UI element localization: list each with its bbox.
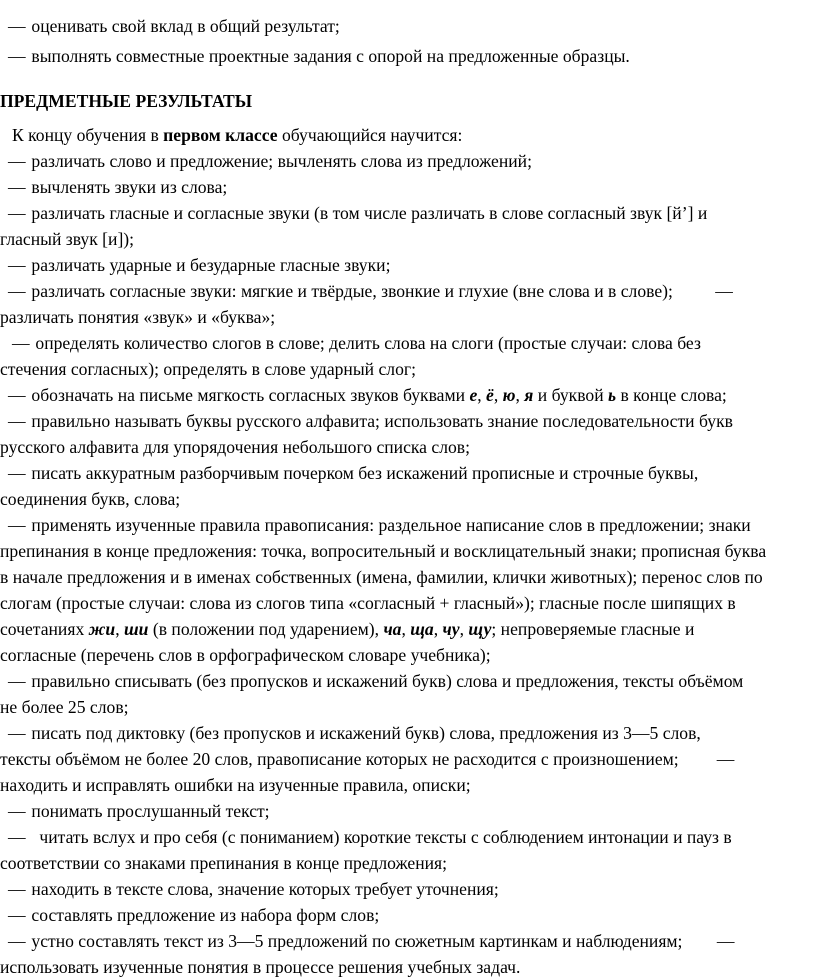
list-dash: — bbox=[8, 827, 26, 847]
list-item-text: различать гласные и согласные звуки (в том числе различать в слове согласный звук [й’] и bbox=[31, 203, 708, 223]
list-dash: — bbox=[8, 463, 26, 483]
list-item bbox=[0, 252, 390, 278]
list-item: — обозначать на письме мягкость согласных звуков буквами е, ё, ю, я и буквой ь в конце слова; bbox=[0, 382, 727, 408]
list-dash: — bbox=[8, 515, 26, 535]
list-item-continuation: находить и исправлять ошибки на изученные правила, описки; bbox=[0, 775, 471, 795]
list-item bbox=[0, 902, 379, 928]
list-item-text: различать ударные и безударные гласные звуки; bbox=[31, 255, 391, 275]
list-item bbox=[0, 798, 270, 824]
list-item bbox=[0, 408, 733, 434]
list-item-text: составлять предложение из набора форм слов; bbox=[31, 905, 380, 925]
grade-emphasis: первом классе bbox=[163, 125, 278, 145]
list-dash: — bbox=[8, 151, 26, 171]
list-dash: — bbox=[8, 16, 26, 36]
list-item-continuation: русского алфавита для упорядочения небольшого списка слов; bbox=[0, 437, 470, 457]
list-item-continuation: использовать изученные понятия в процессе решения учебных задач. bbox=[0, 957, 521, 977]
syllable-shi: ши bbox=[123, 619, 149, 639]
list-dash: — bbox=[8, 801, 26, 821]
list-item bbox=[0, 43, 630, 69]
syllable-cha: ча bbox=[383, 619, 402, 639]
list-item bbox=[0, 460, 698, 486]
list-item-text: вычленять звуки из слова; bbox=[31, 177, 228, 197]
list-dash: — bbox=[8, 411, 26, 431]
list-dash: — bbox=[8, 255, 26, 275]
syllable-chu: чу bbox=[442, 619, 460, 639]
list-item-text: писать аккуратным разборчивым почерком без искажений прописные и строчные буквы, bbox=[31, 463, 699, 483]
list-item-text: устно составлять текст из 3—5 предложений по сюжетным картинкам и наблюдениям; bbox=[31, 931, 683, 951]
list-item bbox=[0, 824, 732, 850]
syllable-schu: щу bbox=[468, 619, 492, 639]
list-item-text: правильно списывать (без пропусков и искажений букв) слова и предложения, тексты объёмом bbox=[31, 671, 744, 691]
list-dash: — bbox=[8, 385, 26, 405]
list-item bbox=[0, 148, 532, 174]
list-item bbox=[0, 200, 707, 226]
list-item bbox=[0, 512, 751, 538]
list-item-text: выполнять совместные проектные задания с опорой на предложенные образцы. bbox=[31, 46, 630, 66]
list-item-text: читать вслух и про себя (с пониманием) короткие тексты с соблюдением интонации и пауз в bbox=[39, 827, 732, 847]
list-item-continuation: сочетаниях жи, ши (в положении под ударением), ча, ща, чу, щу; непроверяемые гласные и bbox=[0, 619, 695, 639]
list-item-text: различать согласные звуки: мягкие и твёрдые, звонкие и глухие (вне слова и в слове); bbox=[31, 281, 673, 301]
list-dash: — bbox=[8, 46, 26, 66]
list-item-text: применять изученные правила правописания: раздельное написание слов в предложении; знаки bbox=[31, 515, 751, 535]
list-dash: — bbox=[8, 879, 26, 899]
list-item-text: понимать прослушанный текст; bbox=[31, 801, 270, 821]
letter-soft-sign: ь bbox=[608, 385, 617, 405]
list-item bbox=[0, 278, 733, 304]
list-dash: — bbox=[8, 723, 26, 743]
list-dash: — bbox=[8, 203, 26, 223]
list-item-continuation: согласные (перечень слов в орфографическом словаре учебника); bbox=[0, 645, 491, 665]
list-dash: — bbox=[716, 931, 735, 951]
list-item bbox=[0, 928, 734, 954]
list-item bbox=[0, 330, 701, 356]
list-item bbox=[0, 720, 701, 746]
list-item-text: оценивать свой вклад в общий результат; bbox=[31, 16, 340, 36]
list-dash: — bbox=[8, 905, 26, 925]
list-item bbox=[0, 174, 227, 200]
list-item bbox=[0, 668, 743, 694]
list-item bbox=[0, 13, 340, 39]
list-dash: — bbox=[12, 333, 30, 353]
list-dash: — bbox=[716, 749, 735, 769]
letter-ya: я bbox=[524, 385, 534, 405]
list-item-text: находить в тексте слова, значение которых требует уточнения; bbox=[31, 879, 499, 899]
list-item-continuation: слогам (простые случаи: слова из слогов типа «согласный + гласный»); гласные после шипящих в bbox=[0, 593, 736, 613]
list-item-continuation: соответствии со знаками препинания в конце предложения; bbox=[0, 853, 448, 873]
list-item-continuation: не более 25 слов; bbox=[0, 697, 129, 717]
list-dash: — bbox=[8, 281, 26, 301]
list-item-continuation: гласный звук [и]); bbox=[0, 229, 135, 249]
list-item-continuation: соединения букв, слова; bbox=[0, 489, 181, 509]
list-item-continuation: в начале предложения и в именах собственных (имена, фамилии, клички животных); перенос слов по bbox=[0, 567, 763, 587]
list-dash: — bbox=[8, 177, 26, 197]
list-item-text: правильно называть буквы русского алфавита; использовать знание последовательности букв bbox=[31, 411, 733, 431]
list-dash: — bbox=[715, 281, 733, 301]
list-item-text: различать слово и предложение; вычленять слова из предложений; bbox=[31, 151, 532, 171]
list-dash: — bbox=[8, 671, 26, 691]
list-item-text: писать под диктовку (без пропусков и искажений букв) слова, предложения из 3—5 слов, bbox=[31, 723, 701, 743]
syllable-scha: ща bbox=[410, 619, 434, 639]
list-item-continuation: препинания в конце предложения: точка, вопросительный и восклицательный знаки; прописная буква bbox=[0, 541, 767, 561]
list-item-text: определять количество слогов в слове; делить слова на слоги (простые случаи: слова без bbox=[35, 333, 701, 353]
syllable-zhi: жи bbox=[88, 619, 116, 639]
list-dash: — bbox=[8, 931, 26, 951]
list-item-continuation: различать понятия «звук» и «буква»; bbox=[0, 307, 276, 327]
letter-yu: ю bbox=[502, 385, 516, 405]
list-item bbox=[0, 876, 499, 902]
list-item-continuation: стечения согласных); определять в слове ударный слог; bbox=[0, 359, 416, 379]
letter-e: е bbox=[469, 385, 478, 405]
intro-paragraph: К концу обучения в первом классе обучающийся научится: bbox=[12, 125, 463, 145]
section-heading: ПРЕДМЕТНЫЕ РЕЗУЛЬТАТЫ bbox=[0, 91, 253, 111]
list-item-continuation: тексты объёмом не более 20 слов, правописание которых не расходится с произношением; — bbox=[0, 749, 735, 769]
letter-yo: ё bbox=[486, 385, 494, 405]
